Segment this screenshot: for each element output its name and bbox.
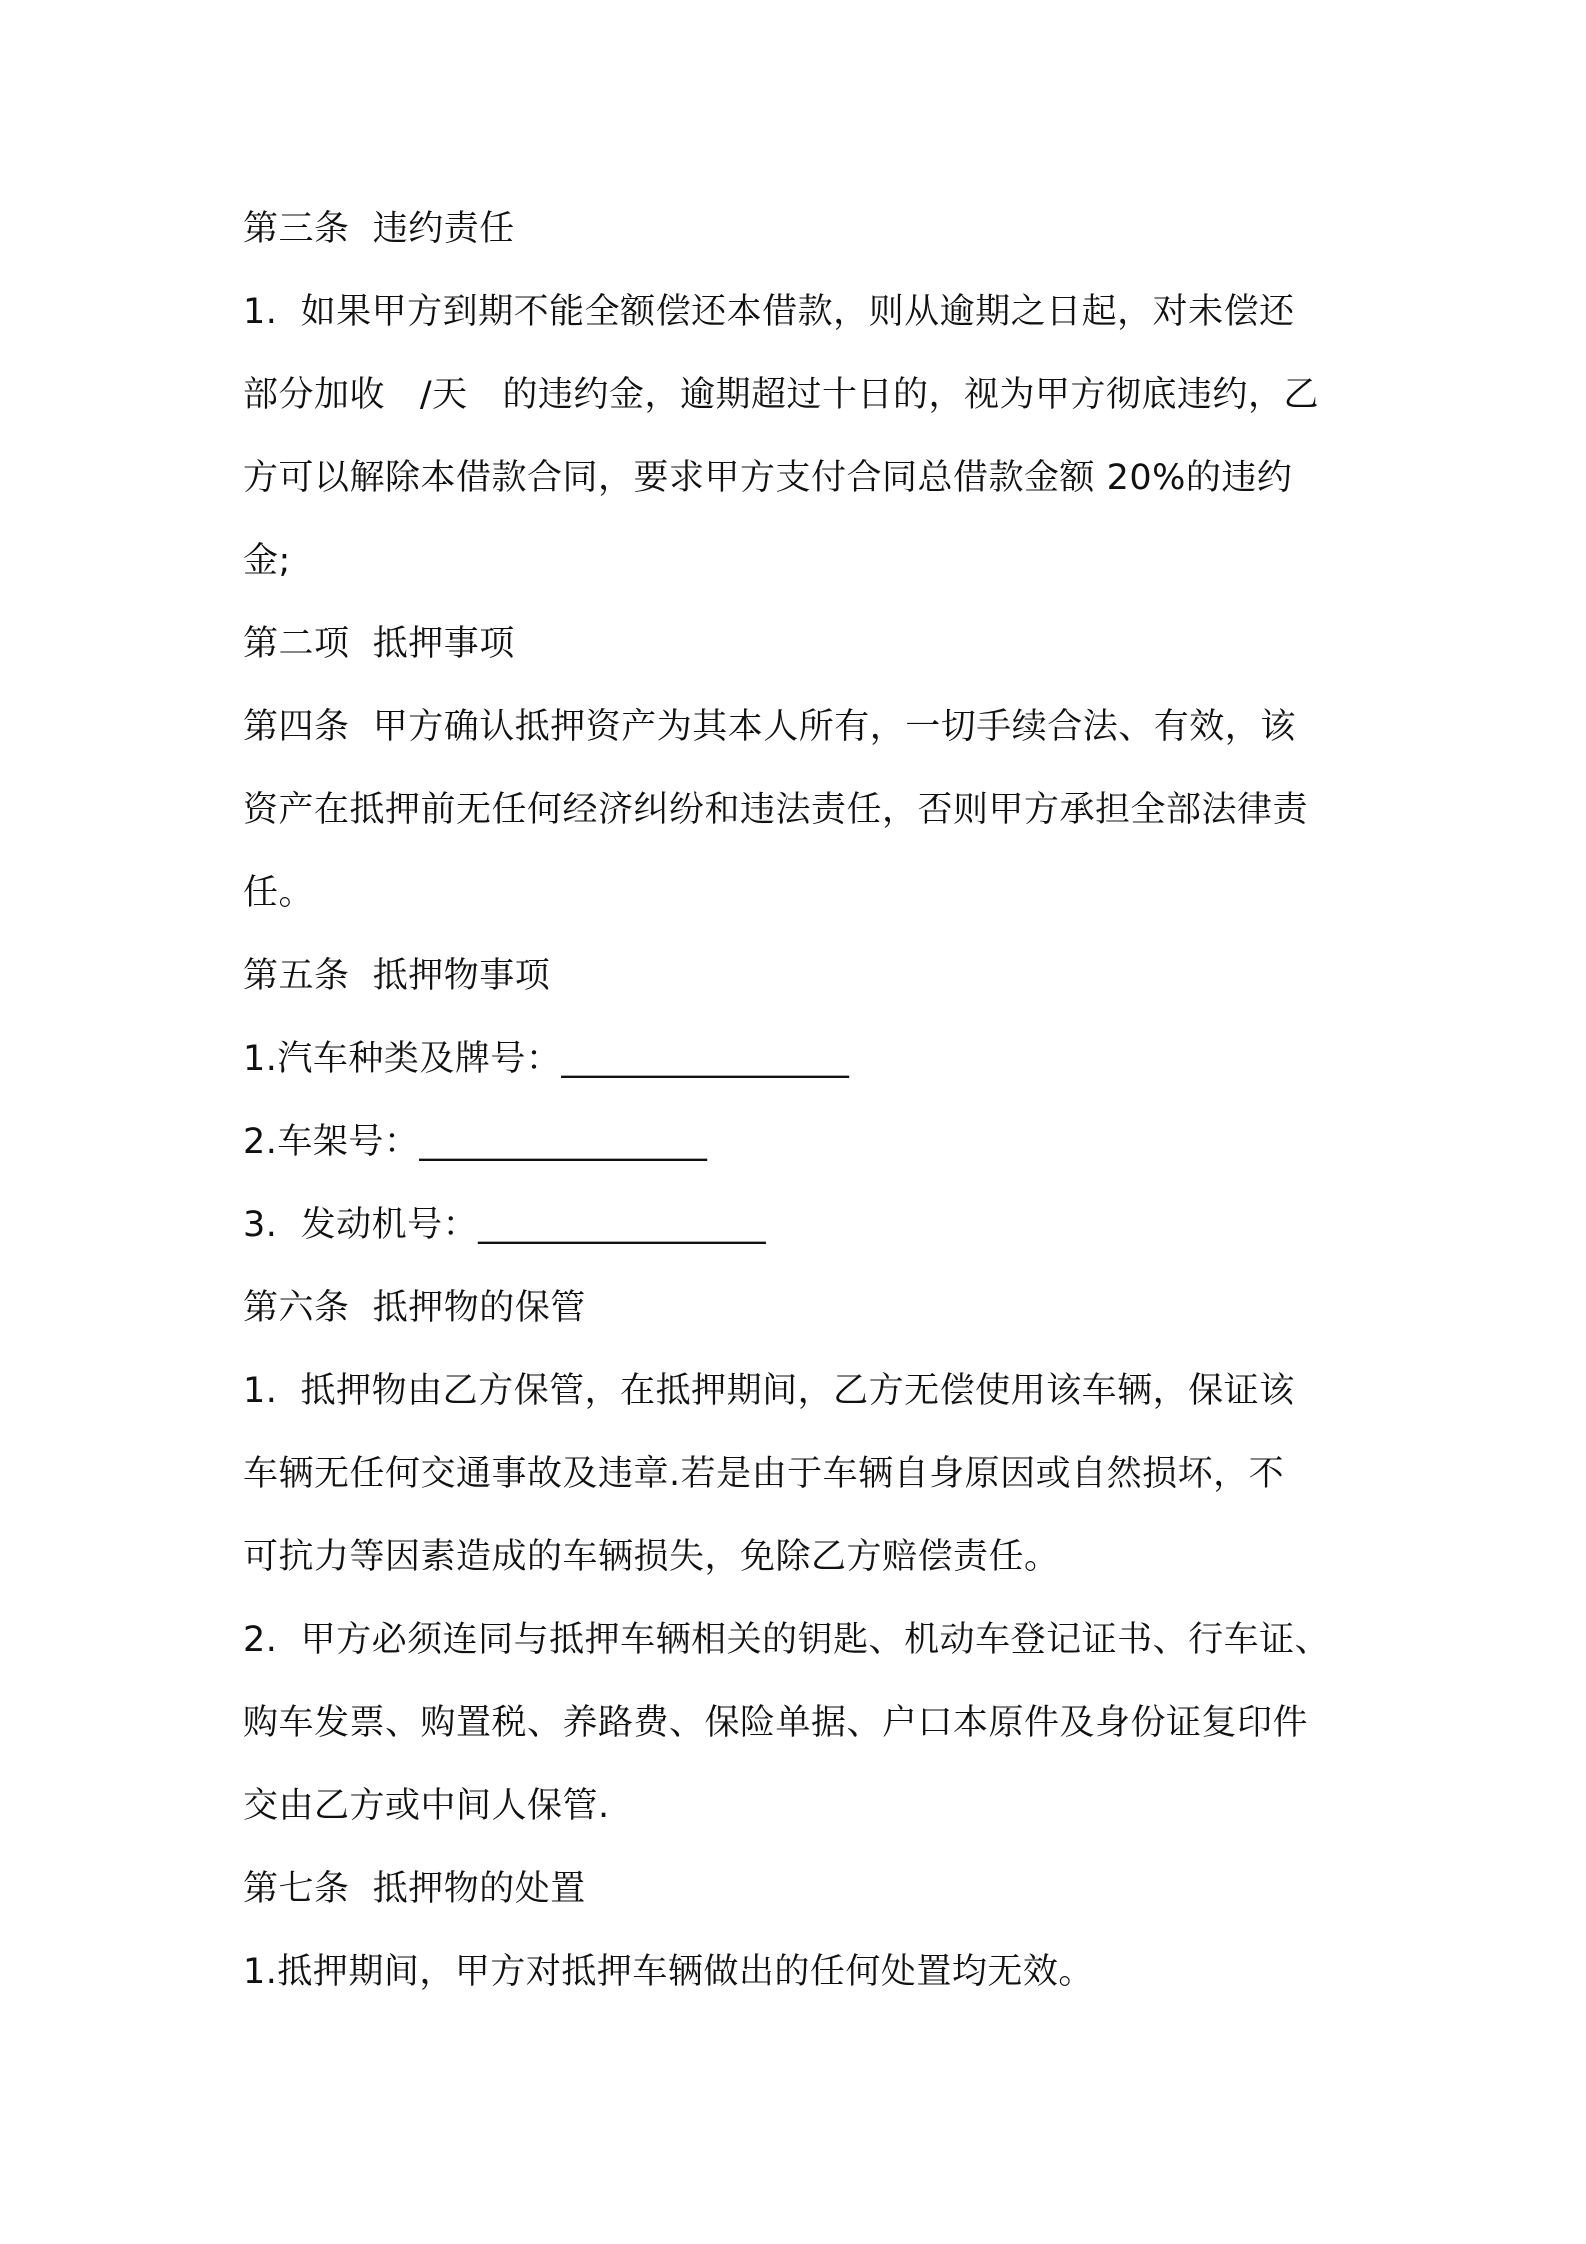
article-3-heading: 第三条 违约责任 (243, 209, 515, 249)
article-3-item-1-line-3: 方可以解除本借款合同，要求甲方支付合同总借款金额 20%的违约 (243, 458, 1293, 498)
article-7-heading: 第七条 抵押物的处置 (243, 1869, 586, 1909)
article-6-heading: 第六条 抵押物的保管 (243, 1288, 586, 1328)
article-4-line-2: 资产在抵押前无任何经济纠纷和违法责任，否则甲方承担全部法律责 (243, 790, 1309, 830)
article-7-item-1: 1.抵押期间，甲方对抵押车辆做出的任何处置均无效。 (243, 1952, 1094, 1992)
frame-number-field: 2.车架号：________________ (243, 1122, 708, 1162)
vehicle-type-plate-field: 1.汽车种类及牌号：________________ (243, 1039, 850, 1079)
article-6-item-2-line-2: 购车发票、购置税、养路费、保险单据、户口本原件及身份证复印件 (243, 1703, 1309, 1743)
article-3-item-1-line-1: 1. 如果甲方到期不能全额偿还本借款，则从逾期之日起，对未偿还 (243, 292, 1295, 332)
article-6-item-1-line-3: 可抗力等因素造成的车辆损失，免除乙方赔偿责任。 (243, 1537, 1060, 1577)
article-6-item-1-line-1: 1. 抵押物由乙方保管，在抵押期间，乙方无偿使用该车辆，保证该 (243, 1371, 1295, 1411)
article-6-item-2-line-3: 交由乙方或中间人保管. (243, 1786, 610, 1826)
article-3-item-1-line-2: 部分加收 /天 的违约金，逾期超过十日的，视为甲方彻底违约，乙 (243, 375, 1320, 415)
article-6-item-1-line-2: 车辆无任何交通事故及违章.若是由于车辆自身原因或自然损坏，不 (243, 1454, 1285, 1494)
article-3-item-1-line-4: 金; (243, 541, 291, 581)
engine-number-field: 3. 发动机号：________________ (243, 1205, 767, 1245)
article-4-line-3: 任。 (243, 873, 315, 913)
article-5-heading: 第五条 抵押物事项 (243, 956, 551, 996)
section-2-heading: 第二项 抵押事项 (243, 624, 515, 664)
article-4-line-1: 第四条 甲方确认抵押资产为其本人所有，一切手续合法、有效，该 (243, 707, 1296, 747)
article-6-item-2-line-1: 2. 甲方必须连同与抵押车辆相关的钥匙、机动车登记证书、行车证、 (243, 1620, 1331, 1660)
